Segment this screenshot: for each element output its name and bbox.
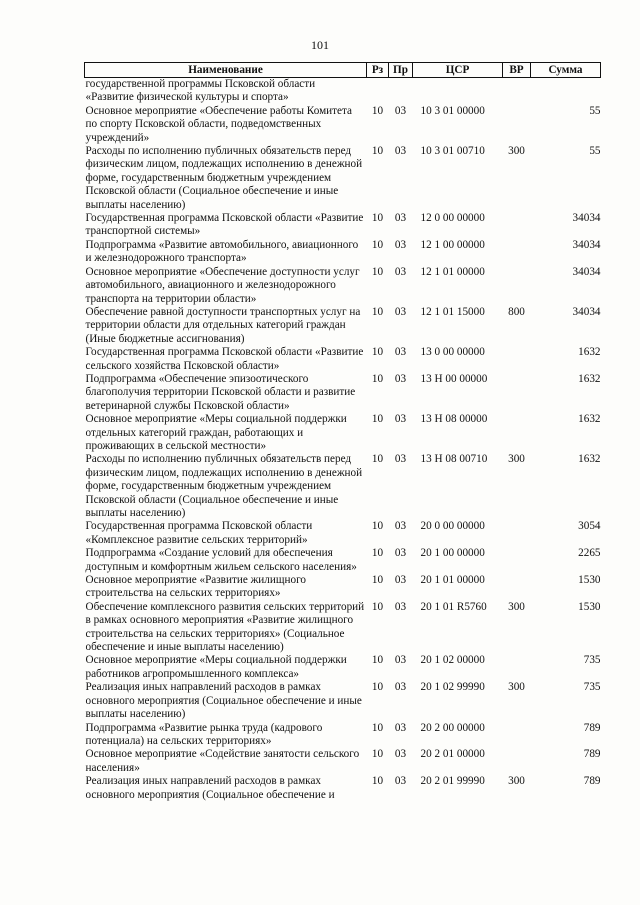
- cell-csr: 13 0 00 00000: [420, 346, 485, 359]
- cell-pr: 03: [394, 775, 407, 788]
- cell-csr: [413, 78, 503, 105]
- cell-vr: 300: [508, 775, 525, 788]
- cell-csr: 13 Н 08 00000: [420, 413, 488, 426]
- table-row: [85, 413, 601, 453]
- header-sum: Сумма: [531, 63, 601, 78]
- cell-vr: [503, 654, 531, 681]
- cell-vr: [503, 547, 531, 574]
- cell-csr: 20 1 01 00000: [420, 574, 485, 587]
- cell-vr: 300: [508, 453, 525, 466]
- table-row: [85, 346, 601, 373]
- cell-sum: 55: [589, 104, 601, 117]
- cell-rz: 10: [371, 413, 384, 426]
- cell-name: Подпрограмма «Развитие автомобильного, авиационного и железнодорожного транспорта»: [85, 238, 359, 265]
- cell-sum: 1632: [578, 453, 601, 466]
- cell-csr: 12 1 00 00000: [420, 238, 485, 251]
- cell-rz: 10: [371, 238, 384, 251]
- cell-pr: 03: [394, 265, 407, 278]
- cell-name: Подпрограмма «Развитие рынка труда (кадрового потенциала) на сельских территориях»: [85, 721, 323, 747]
- cell-rz: 10: [371, 775, 384, 788]
- cell-sum: 735: [583, 654, 601, 667]
- cell-rz: [367, 78, 389, 105]
- cell-csr: 20 1 01 R5760: [420, 600, 487, 613]
- cell-pr: 03: [394, 574, 407, 587]
- cell-vr: [503, 748, 531, 775]
- cell-rz: 10: [371, 265, 384, 278]
- cell-sum: 3054: [578, 520, 601, 533]
- cell-name: Обеспечение равной доступности транспортных услуг на территории области для отдельных категорий граждан (Иные бюджетные ассигнования): [85, 305, 361, 345]
- cell-pr: 03: [394, 681, 407, 694]
- cell-vr: 800: [508, 305, 525, 318]
- cell-rz: 10: [371, 212, 384, 225]
- cell-sum: 789: [583, 775, 601, 788]
- cell-vr: [503, 212, 531, 239]
- cell-pr: 03: [394, 212, 407, 225]
- cell-sum: 2265: [578, 547, 601, 560]
- cell-vr: [503, 373, 531, 413]
- cell-csr: 13 Н 08 00710: [420, 453, 488, 466]
- cell-csr: 12 1 01 00000: [420, 265, 485, 278]
- cell-name: Подпрограмма «Обеспечение эпизоотического благополучия территории Псковской области и развитие ветеринарной службы Псковской области»: [85, 372, 356, 412]
- cell-rz: 10: [371, 520, 384, 533]
- cell-sum: 34034: [572, 305, 601, 318]
- cell-csr: 20 1 00 00000: [420, 547, 485, 560]
- cell-pr: 03: [394, 547, 407, 560]
- cell-rz: 10: [371, 372, 384, 385]
- cell-rz: 10: [371, 453, 384, 466]
- header-vr: ВР: [503, 63, 531, 78]
- cell-name: Государственная программа Псковской области «Комплексное развитие сельских территорий»: [85, 520, 313, 546]
- cell-rz: 10: [371, 721, 384, 734]
- table-row: [85, 775, 601, 802]
- cell-name: Обеспечение комплексного развития сельских территорий в рамках основного мероприятия «Развитие жилищного строительства на сельских территориях» (Социальное обеспечение и иные выплаты населению): [85, 600, 365, 654]
- cell-sum: 1530: [578, 600, 601, 613]
- cell-pr: 03: [394, 104, 407, 117]
- table-row: [85, 145, 601, 212]
- cell-rz: 10: [371, 748, 384, 761]
- cell-csr: 13 Н 00 00000: [420, 372, 488, 385]
- cell-sum: 1632: [578, 372, 601, 385]
- cell-sum: 789: [583, 721, 601, 734]
- cell-sum: 735: [583, 681, 601, 694]
- cell-sum: [531, 78, 601, 105]
- cell-vr: 300: [508, 600, 525, 613]
- table-header-row: [85, 63, 601, 78]
- cell-pr: 03: [394, 600, 407, 613]
- cell-vr: 300: [508, 681, 525, 694]
- cell-csr: 12 1 01 15000: [420, 305, 485, 318]
- cell-rz: 10: [371, 574, 384, 587]
- cell-pr: 03: [394, 453, 407, 466]
- cell-pr: 03: [394, 721, 407, 734]
- table-row: [85, 306, 601, 346]
- header-name: Наименование: [85, 63, 367, 78]
- cell-csr: 10 3 01 00000: [420, 104, 485, 117]
- header-pr: Пр: [389, 63, 413, 78]
- cell-name: Основное мероприятие «Обеспечение доступности услуг автомобильного, авиационного и железнодорожного транспорта на территории области»: [85, 265, 360, 305]
- table-row: [85, 722, 601, 749]
- cell-csr: 20 1 02 00000: [420, 654, 485, 667]
- cell-rz: 10: [371, 600, 384, 613]
- cell-name: Основное мероприятие «Содействие занятости сельского населения»: [85, 748, 360, 774]
- cell-rz: 10: [371, 305, 384, 318]
- cell-csr: 12 0 00 00000: [420, 212, 485, 225]
- cell-name: Подпрограмма «Создание условий для обеспечения доступным и комфортным жильем сельского населения»: [85, 547, 357, 573]
- cell-sum: 1632: [578, 413, 601, 426]
- table-row: [85, 78, 601, 105]
- cell-rz: 10: [371, 681, 384, 694]
- table-row: [85, 748, 601, 775]
- table-row: [85, 453, 601, 520]
- cell-csr: 20 2 01 99990: [420, 775, 485, 788]
- cell-pr: 03: [394, 238, 407, 251]
- cell-name: Расходы по исполнению публичных обязательств перед физическим лицом, подлежащих исполнению в денежной форме, государственным бюджетным учреждением Псковской области (Социальное обеспечение и иные выплаты населению): [85, 453, 363, 519]
- table-row: [85, 212, 601, 239]
- cell-sum: 34034: [572, 265, 601, 278]
- cell-sum: 34034: [572, 238, 601, 251]
- cell-vr: [503, 574, 531, 601]
- cell-name: Основное мероприятие «Обеспечение работы Комитета по спорту Псковской области, подведомственных учреждений»: [85, 104, 352, 144]
- cell-sum: 55: [589, 145, 601, 158]
- cell-sum: 1632: [578, 346, 601, 359]
- table-body: [85, 78, 601, 802]
- cell-csr: 20 2 01 00000: [420, 748, 485, 761]
- cell-vr: [503, 413, 531, 453]
- cell-name: Реализация иных направлений расходов в рамках основного мероприятия (Социальное обеспечение и иные выплаты населению): [85, 681, 362, 721]
- cell-name: Государственная программа Псковской области «Развитие транспортной системы»: [85, 212, 364, 238]
- page-number: 101: [311, 38, 329, 52]
- table-row: [85, 574, 601, 601]
- table-row: [85, 239, 601, 266]
- cell-csr: 20 0 00 00000: [420, 520, 485, 533]
- cell-pr: 03: [394, 654, 407, 667]
- cell-vr: [503, 78, 531, 105]
- budget-table: [84, 62, 601, 802]
- cell-pr: 03: [394, 520, 407, 533]
- cell-name: государственной программы Псковской области «Развитие физической культуры и спорта»: [85, 78, 316, 104]
- cell-vr: [503, 239, 531, 266]
- cell-csr: 20 2 00 00000: [420, 721, 485, 734]
- cell-rz: 10: [371, 145, 384, 158]
- cell-pr: [389, 78, 413, 105]
- cell-name: Расходы по исполнению публичных обязательств перед физическим лицом, подлежащих исполнению в денежной форме, государственным бюджетным учреждением Псковской области (Социальное обеспечение и иные выплаты населению): [85, 145, 363, 211]
- cell-pr: 03: [394, 413, 407, 426]
- table-row: [85, 373, 601, 413]
- cell-rz: 10: [371, 104, 384, 117]
- cell-vr: [503, 105, 531, 145]
- cell-pr: 03: [394, 346, 407, 359]
- cell-csr: 10 3 01 00710: [420, 145, 485, 158]
- header-rz: Рз: [367, 63, 389, 78]
- cell-pr: 03: [394, 372, 407, 385]
- cell-name: Государственная программа Псковской области «Развитие сельского хозяйства Псковской области»: [85, 346, 364, 372]
- table-row: [85, 654, 601, 681]
- table-row: [85, 266, 601, 306]
- cell-name: Реализация иных направлений расходов в рамках основного мероприятия (Социальное обеспечение и: [85, 775, 335, 801]
- table-row: [85, 105, 601, 145]
- cell-name: Основное мероприятие «Развитие жилищного строительства на сельских территориях»: [85, 574, 306, 600]
- cell-vr: [503, 722, 531, 749]
- cell-rz: 10: [371, 547, 384, 560]
- cell-name: Основное мероприятие «Меры социальной поддержки отдельных категорий граждан, работающих и проживающих в сельской местности»: [85, 413, 347, 452]
- cell-pr: 03: [394, 145, 407, 158]
- cell-vr: [503, 266, 531, 306]
- cell-sum: 1530: [578, 574, 601, 587]
- cell-csr: 20 1 02 99990: [420, 681, 485, 694]
- cell-rz: 10: [371, 346, 384, 359]
- cell-vr: 300: [508, 145, 525, 158]
- table-row: [85, 520, 601, 547]
- cell-pr: 03: [394, 305, 407, 318]
- header-csr: ЦСР: [413, 63, 503, 78]
- cell-sum: 34034: [572, 212, 601, 225]
- cell-sum: 789: [583, 748, 601, 761]
- cell-name: Основное мероприятие «Меры социальной поддержки работников агропромышленного комплекса»: [85, 654, 347, 680]
- cell-pr: 03: [394, 748, 407, 761]
- table-row: [85, 681, 601, 721]
- table-row: [85, 601, 601, 655]
- cell-rz: 10: [371, 654, 384, 667]
- table-row: [85, 547, 601, 574]
- cell-vr: [503, 520, 531, 547]
- cell-vr: [503, 346, 531, 373]
